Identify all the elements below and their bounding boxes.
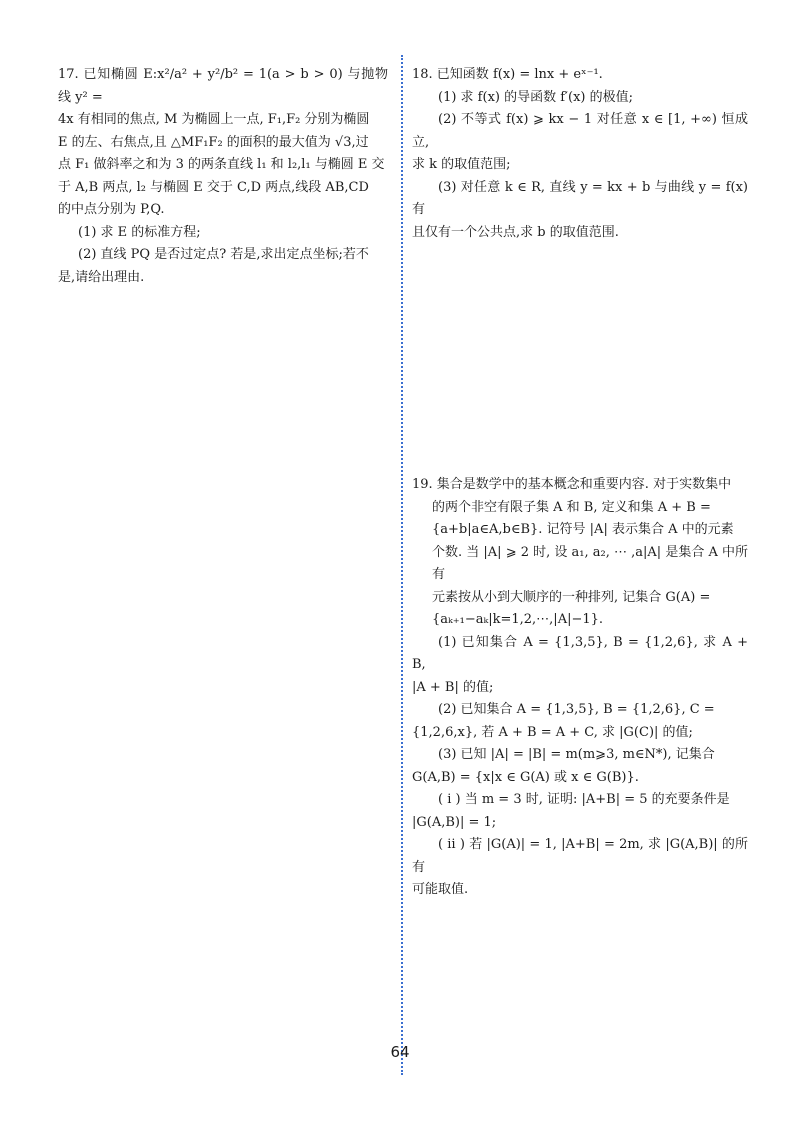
q19-stem-line: 个数. 当 |A| ⩾ 2 时, 设 a₁, a₂, ⋯ ,a|A| 是集合 A 中所有 [432,544,748,582]
q19-sub-2-line: 可能取值. [412,882,469,897]
q19-stem-line: {a+b|a∈A,b∈B}. 记符号 |A| 表示集合 A 中的元素 [432,522,734,537]
q19-sub-1-line: ( ⅰ ) 当 m = 3 时, 证明: |A+B| = 5 的充要条件是 [438,792,730,807]
q19-part-1-line: (1) 已知集合 A = {1,3,5}, B = {1,2,6}, 求 A + B, [412,634,748,672]
q17-stem-line: 的中点分别为 P,Q. [58,202,165,217]
q17-part-1: (1) 求 E 的标准方程; [78,224,201,240]
question-19 [412,474,748,902]
page-number: 64 [390,1043,410,1061]
q19-sub-1-line: |G(A,B)| = 1; [412,814,497,830]
column-divider [401,55,403,1075]
q19-part-1-line: |A + B| 的值; [412,679,494,695]
q17-part-2-line: (2) 直线 PQ 是否过定点? 若是,求出定点坐标;若不 [78,247,369,262]
q18-part-2-line: (2) 不等式 f(x) ⩾ kx − 1 对任意 x ∈ [1, +∞) 恒成立, [412,112,748,150]
q18-part-2-line: 求 k 的取值范围; [412,157,511,172]
q18-stem: 18. 已知函数 f(x) = lnx + eˣ⁻¹. [412,67,603,82]
q17-stem-line: 17. 已知椭圆 E:x²/a² + y²/b² = 1(a > b > 0) 与抛物线 y² = [58,67,388,105]
q18-part-3-line: 且仅有一个公共点,求 b 的取值范围. [412,224,619,240]
q17-stem-line: 点 F₁ 做斜率之和为 3 的两条直线 l₁ 和 l₂,l₁ 与椭圆 E 交 [58,157,385,172]
q19-part-2-line: (2) 已知集合 A = {1,3,5}, B = {1,2,6}, C = [438,702,715,717]
q19-stem-line: 的两个非空有限子集 A 和 B, 定义和集 A + B = [432,499,711,515]
q19-stem-line: 19. 集合是数学中的基本概念和重要内容. 对于实数集中 [412,477,732,492]
q19-part-3-line: (3) 已知 |A| = |B| = m(m⩾3, m∈N*), 记集合 [438,747,715,762]
q19-stem-line: 元素按从小到大顺序的一种排列, 记集合 G(A) = [432,589,711,605]
q19-sub-2-line: ( ⅱ ) 若 |G(A)| = 1, |A+B| = 2m, 求 |G(A,B)| 的所有 [412,837,748,875]
q19-part-3-line: G(A,B) = {x|x ∈ G(A) 或 x ∈ G(B)}. [412,769,639,785]
q18-part-1: (1) 求 f(x) 的导函数 f′(x) 的极值; [438,89,633,105]
question-18 [412,64,748,244]
q17-stem-line: E 的左、右焦点,且 △MF₁F₂ 的面积的最大值为 √3,过 [58,134,369,150]
q17-stem-line: 4x 有相同的焦点, M 为椭圆上一点, F₁,F₂ 分别为椭圆 [58,112,370,127]
question-17 [58,64,388,289]
q18-part-3-line: (3) 对任意 k ∈ R, 直线 y = kx + b 与曲线 y = f(x) 有 [412,179,748,217]
q19-stem-line: {aₖ₊₁−aₖ|k=1,2,⋯,|A|−1}. [432,612,604,627]
q19-part-2-line: {1,2,6,x}, 若 A + B = A + C, 求 |G(C)| 的值; [412,724,693,740]
q17-stem-line: 于 A,B 两点, l₂ 与椭圆 E 交于 C,D 两点,线段 AB,CD [58,179,369,195]
q17-part-2-line: 是,请给出理由. [58,269,145,285]
